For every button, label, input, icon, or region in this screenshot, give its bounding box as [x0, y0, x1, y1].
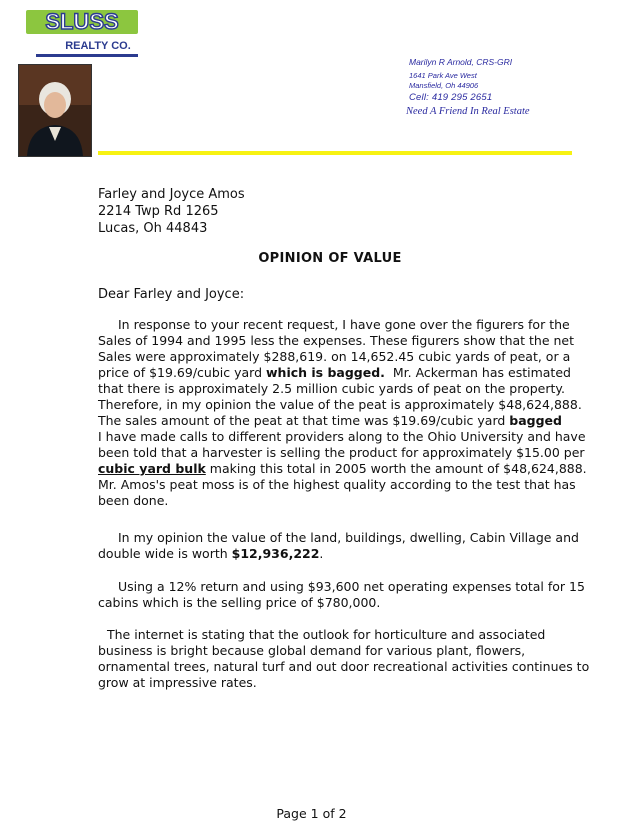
document-title: OPINION OF VALUE [258, 251, 402, 266]
agent-address-line2: Mansfield, Oh 44906 [409, 81, 479, 90]
emphasis-bagged: which is bagged. [266, 365, 385, 380]
paragraph-horticulture-outlook [98, 627, 590, 691]
text-segment: The sales amount of the peat at that time was $19.69/cubic yard [98, 413, 510, 428]
land-value-amount: $12,936,222 [231, 546, 320, 561]
text-line: Using a 12% return and using $93,600 net operating expenses total for 15 [118, 579, 585, 594]
text-line: In response to your recent request, I have gone over the figurers for the [118, 317, 570, 332]
sluss-realty-logo [22, 8, 142, 60]
text-line: Mr. Amos's peat moss is of the highest quality according to the test that has [98, 477, 576, 492]
salutation: Dear Farley and Joyce: [98, 287, 245, 302]
paragraph-cabins [98, 579, 585, 611]
agent-slogan: Need A Friend In Real Estate [406, 106, 530, 117]
text-segment: price of $19.69/cubic yard [98, 365, 266, 380]
text-line: I have made calls to different providers along to the Ohio University and have [98, 429, 586, 444]
paragraph-land-value [98, 530, 578, 562]
text-line: grow at impressive rates. [98, 675, 257, 690]
letterhead-divider [98, 151, 572, 155]
text-line [98, 365, 578, 381]
text-line [98, 546, 578, 562]
text-line: Therefore, in my opinion the value of the peat is approximately $48,624,888. [98, 397, 582, 412]
recipient-street: 2214 Twp Rd 1265 [98, 204, 219, 219]
text-line: been told that a harvester is selling the product for approximately $15.00 per [98, 445, 585, 460]
emphasis-bagged: bagged [509, 413, 562, 428]
text-segment: Mr. Ackerman has estimated [384, 365, 571, 380]
text-segment: . [319, 546, 324, 561]
text-line: Sales were approximately $288,619. on 14,652.45 cubic yards of peat, or a [98, 349, 571, 364]
agent-name: Marilyn R Arnold, CRS-GRI [409, 57, 513, 67]
emphasis-cubic-yard-bulk: cubic yard bulk [98, 461, 206, 476]
agent-photo [18, 64, 92, 157]
text-line: Sales of 1994 and 1995 less the expenses. These figurers show that the net [98, 333, 575, 348]
text-line: In my opinion the value of the land, buildings, dwelling, Cabin Village and [118, 530, 579, 545]
paragraph-peat-value [98, 317, 587, 509]
text-line: business is bright because global demand for various plant, flowers, [98, 643, 526, 658]
logo-text: SLUSS [45, 9, 119, 34]
text-line [98, 461, 587, 477]
recipient-address [98, 186, 245, 237]
text-line [98, 413, 578, 429]
text-line: cabins which is the selling price of $780,000. [98, 595, 381, 610]
text-segment: double wide is worth [98, 546, 232, 561]
text-line: that there is approximately 2.5 million cubic yards of peat on the property. [98, 381, 565, 396]
text-line: been done. [98, 493, 169, 508]
agent-cell-phone: Cell: 419 295 2651 [409, 92, 493, 103]
agent-address-line1: 1641 Park Ave West [409, 71, 477, 80]
logo-subtext: REALTY CO. [65, 40, 131, 52]
recipient-city: Lucas, Oh 44843 [98, 221, 208, 236]
recipient-name: Farley and Joyce Amos [98, 187, 245, 202]
text-segment: making this total in 2005 worth the amount of $48,624,888. [205, 461, 587, 476]
agent-contact [406, 56, 609, 118]
page-number: Page 1 of 2 [276, 806, 347, 821]
text-line: The internet is stating that the outlook for horticulture and associated [107, 627, 546, 642]
text-line: ornamental trees, natural turf and out door recreational activities continues to [98, 659, 590, 674]
